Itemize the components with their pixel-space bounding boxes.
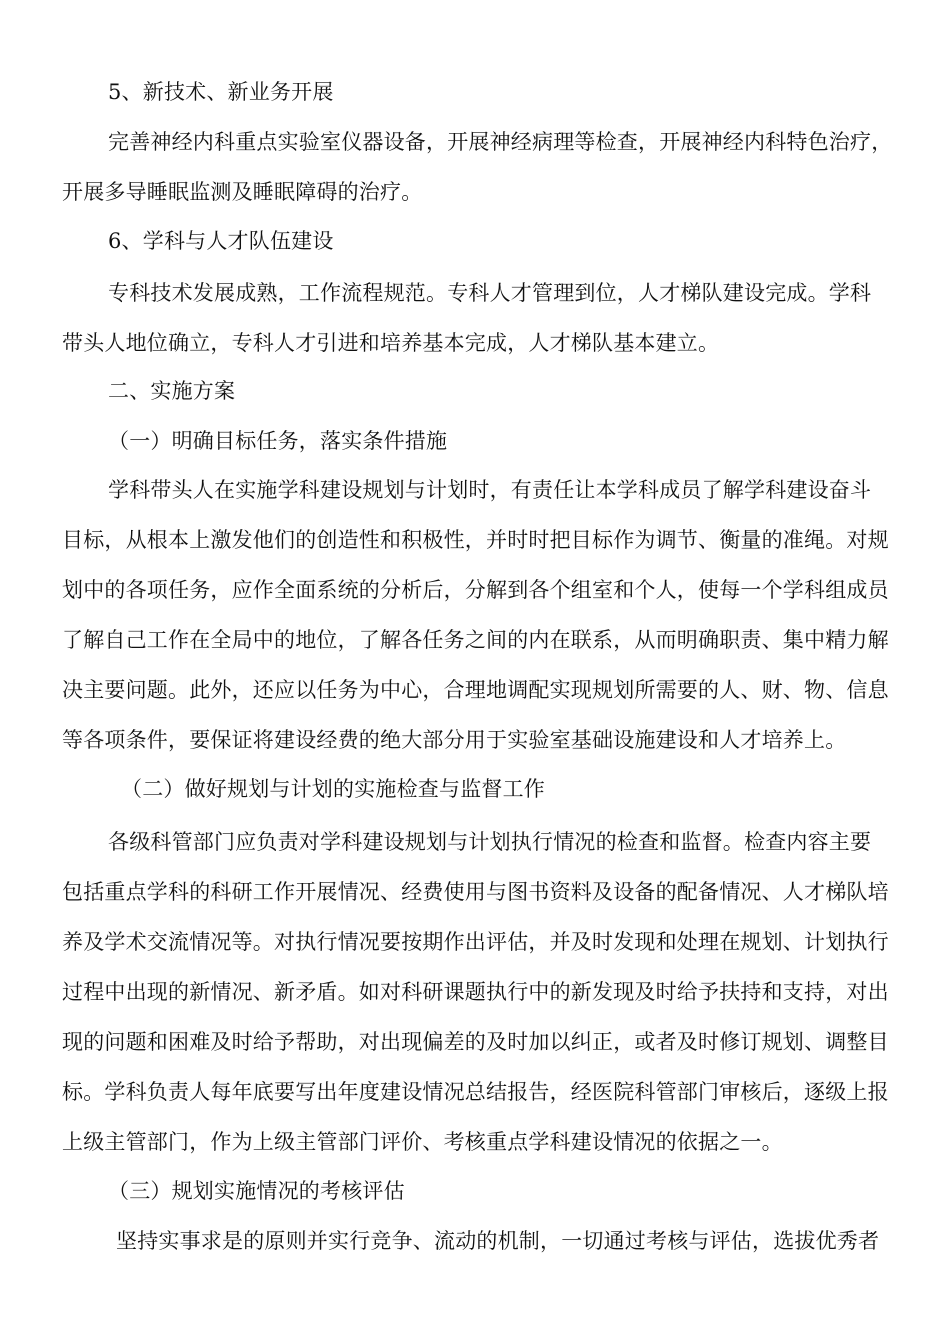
paragraph-line: 完善神经内科重点实验室仪器设备，开展神经病理等检查，开展神经内科特色治疗， — [108, 130, 893, 154]
paragraph-line: 划中的各项任务，应作全面系统的分析后，分解到各个组室和个人，使每一个学科组成员 — [62, 578, 889, 602]
paragraph-line: 包括重点学科的科研工作开展情况、经费使用与图书资料及设备的配备情况、人才梯队培 — [62, 880, 889, 904]
paragraph-line: 现的问题和困难及时给予帮助，对出现偏差的及时加以纠正，或者及时修订规划、调整目 — [62, 1030, 889, 1054]
paragraph-line: 开展多导睡眠监测及睡眠障碍的治疗。 — [62, 180, 423, 204]
section-heading-new-tech: 5、新技术、新业务开展 — [108, 80, 334, 104]
paragraph-line: 养及学术交流情况等。对执行情况要按期作出评估，并及时发现和处理在规划、计划执行 — [62, 930, 889, 954]
paragraph-line: 各级科管部门应负责对学科建设规划与计划执行情况的检查和监督。检查内容主要 — [108, 830, 872, 854]
subsection-heading-1: （一）明确目标任务，落实条件措施 — [108, 429, 448, 453]
paragraph-line: 了解自己工作在全局中的地位，了解各任务之间的内在联系，从而明确职责、集中精力解 — [62, 628, 889, 652]
paragraph-line: 坚持实事求是的原则并实行竞争、流动的机制，一切通过考核与评估，选拔优秀者 — [116, 1229, 880, 1253]
paragraph-line: 上级主管部门，作为上级主管部门评价、考核重点学科建设情况的依据之一。 — [62, 1130, 783, 1154]
subsection-heading-3: （三）规划实施情况的考核评估 — [108, 1179, 405, 1203]
paragraph-line: 标。学科负责人每年底要写出年度建设情况总结报告，经医院科管部门审核后，逐级上报 — [62, 1080, 889, 1104]
section-heading-talent: 6、学科与人才队伍建设 — [108, 229, 334, 253]
paragraph-line: 带头人地位确立，专科人才引进和培养基本完成，人才梯队基本建立。 — [62, 331, 720, 355]
subsection-heading-2: （二）做好规划与计划的实施检查与监督工作 — [121, 777, 545, 801]
paragraph-line: 决主要问题。此外，还应以任务为中心，合理地调配实现规划所需要的人、财、物、信息 — [62, 678, 889, 702]
paragraph-line: 目标，从根本上激发他们的创造性和积极性，并时时把目标作为调节、衡量的准绳。对规 — [62, 528, 889, 552]
paragraph-line: 学科带头人在实施学科建设规划与计划时，有责任让本学科成员了解学科建设奋斗 — [108, 478, 872, 502]
section-heading-implementation: 二、实施方案 — [108, 379, 236, 403]
paragraph-line: 专科技术发展成熟，工作流程规范。专科人才管理到位，人才梯队建设完成。学科 — [108, 281, 872, 305]
paragraph-line: 过程中出现的新情况、新矛盾。如对科研课题执行中的新发现及时给予扶持和支持，对出 — [62, 980, 889, 1004]
paragraph-line: 等各项条件，要保证将建设经费的绝大部分用于实验室基础设施建设和人才培养上。 — [62, 728, 847, 752]
